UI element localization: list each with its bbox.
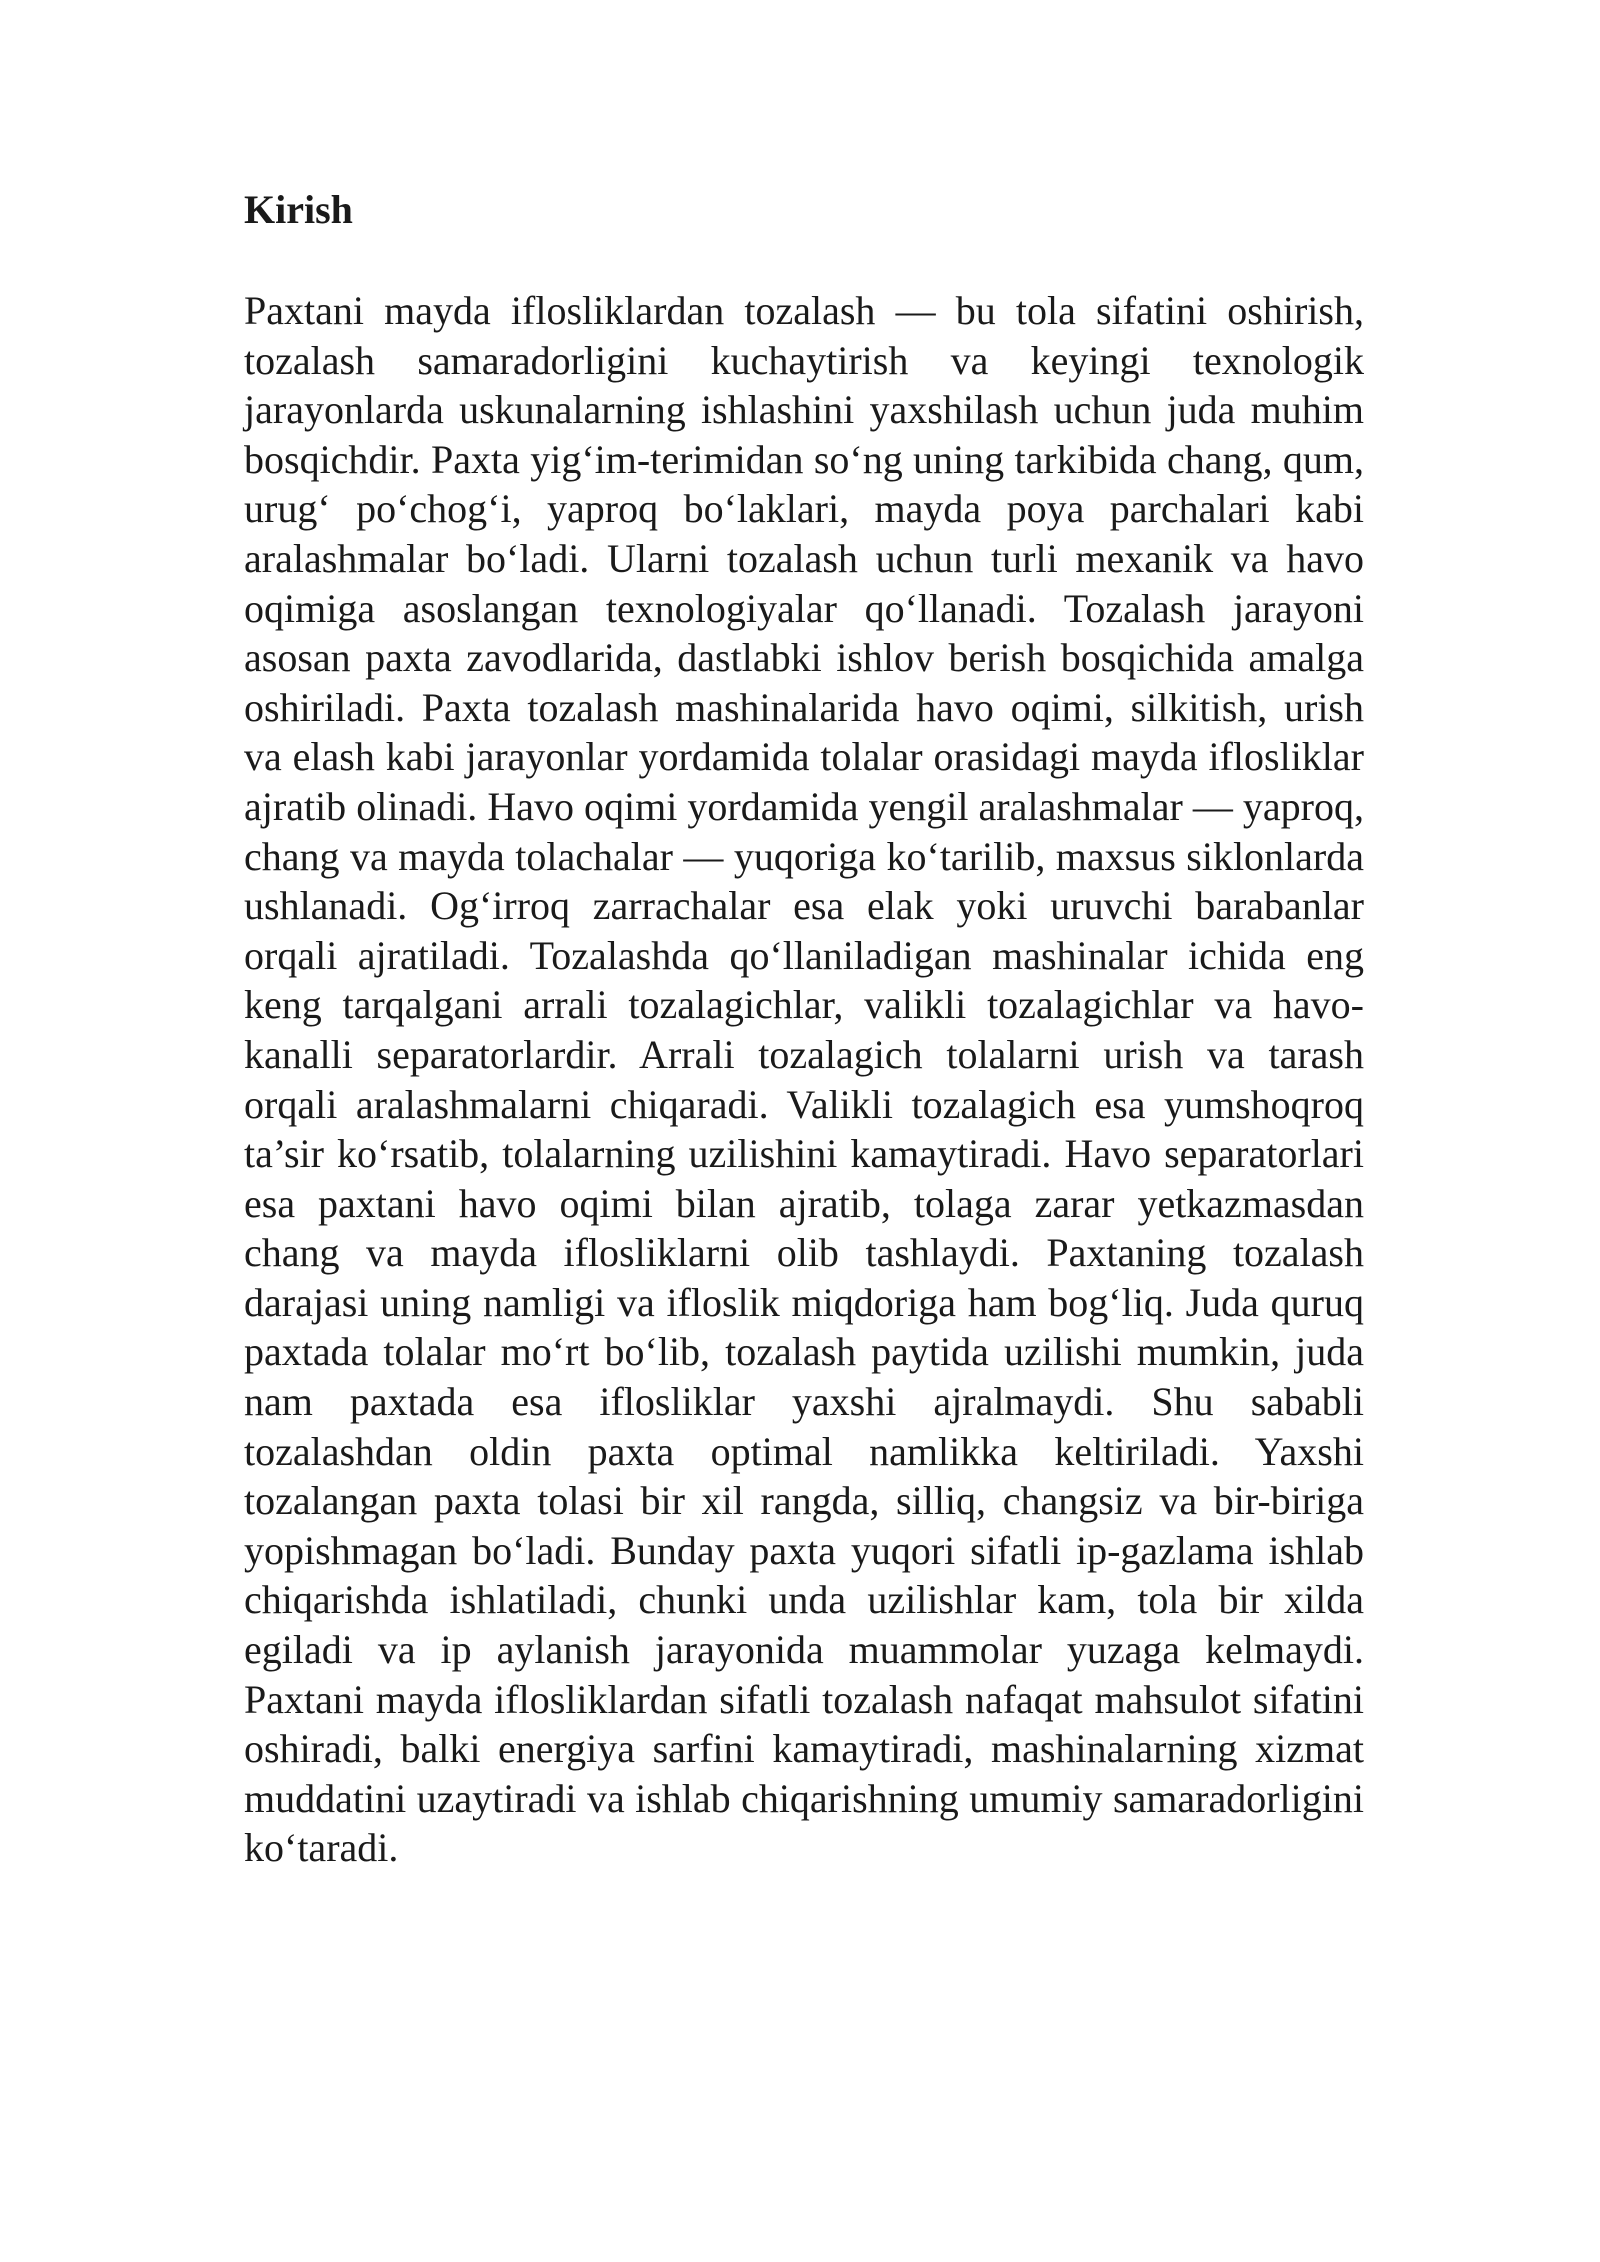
document-page [244,187,1364,1873]
section-heading: Kirish [244,187,353,232]
body-paragraph: Paxtani mayda iflosliklardan tozalash — bu tola sifatini oshirish, tozalash samaradorligini kuchaytirish va keyingi texnologik jarayonlarda uskunalarning ishlashini yaxshilash uchun juda muhim bosqichdir. Paxta yig‘im-terimidan so‘ng uning tarkibida chang, qum, urug‘ po‘chog‘i, yaproq bo‘laklari, mayda poya parchalari kabi aralashmalar bo‘ladi. Ularni tozalash uchun turli mexanik va havo oqimiga asoslangan texnologiyalar qo‘llanadi. Tozalash jarayoni asosan paxta zavodlarida, dastlabki ishlov berish bosqichida amalga oshiriladi. Paxta tozalash mashinalarida havo oqimi, silkitish, urish va elash kabi jarayonlar yordamida tolalar orasidagi mayda iflosliklar ajratib olinadi. Havo oqimi yordamida yengil aralashmalar — yaproq, chang va mayda tolachalar — yuqoriga ko‘tarilib, maxsus siklonlarda ushlanadi. Og‘irroq zarrachalar esa elak yoki uruvchi barabanlar orqali ajratiladi. Tozalashda qo‘llaniladigan mashinalar ichida eng keng tarqalgani arrali tozalagichlar, valikli tozalagichlar va havo-kanalli separatorlardir. Arrali tozalagich tolalarni urish va tarash orqali aralashmalarni chiqaradi. Valikli tozalagich esa yumshoqroq ta’sir ko‘rsatib, tolalarning uzilishini kamaytiradi. Havo separatorlari esa paxtani havo oqimi bilan ajratib, tolaga zarar yetkazmasdan chang va mayda iflosliklarni olib tashlaydi. Paxtaning tozalash darajasi uning namligi va ifloslik miqdoriga ham bog‘liq. Juda quruq paxtada tolalar mo‘rt bo‘lib, tozalash paytida uzilishi mumkin, juda nam paxtada esa iflosliklar yaxshi ajralmaydi. Shu sababli tozalashdan oldin paxta optimal namlikka keltiriladi. Yaxshi tozalangan paxta tolasi bir xil rangda, silliq, changsiz va bir-biriga yopishmagan bo‘ladi. Bunday paxta yuqori sifatli ip-gazlama ishlab chiqarishda ishlatiladi, chunki unda uzilishlar kam, tola bir xilda egiladi va ip aylanish jarayonida muammolar yuzaga kelmaydi. Paxtani mayda iflosliklardan sifatli tozalash nafaqat mahsulot sifatini oshiradi, balki energiya sarfini kamaytiradi, mashinalarning xizmat muddatini uzaytiradi va ishlab chiqarishning umumiy samaradorligini ko‘taradi. [244,288,1364,1871]
